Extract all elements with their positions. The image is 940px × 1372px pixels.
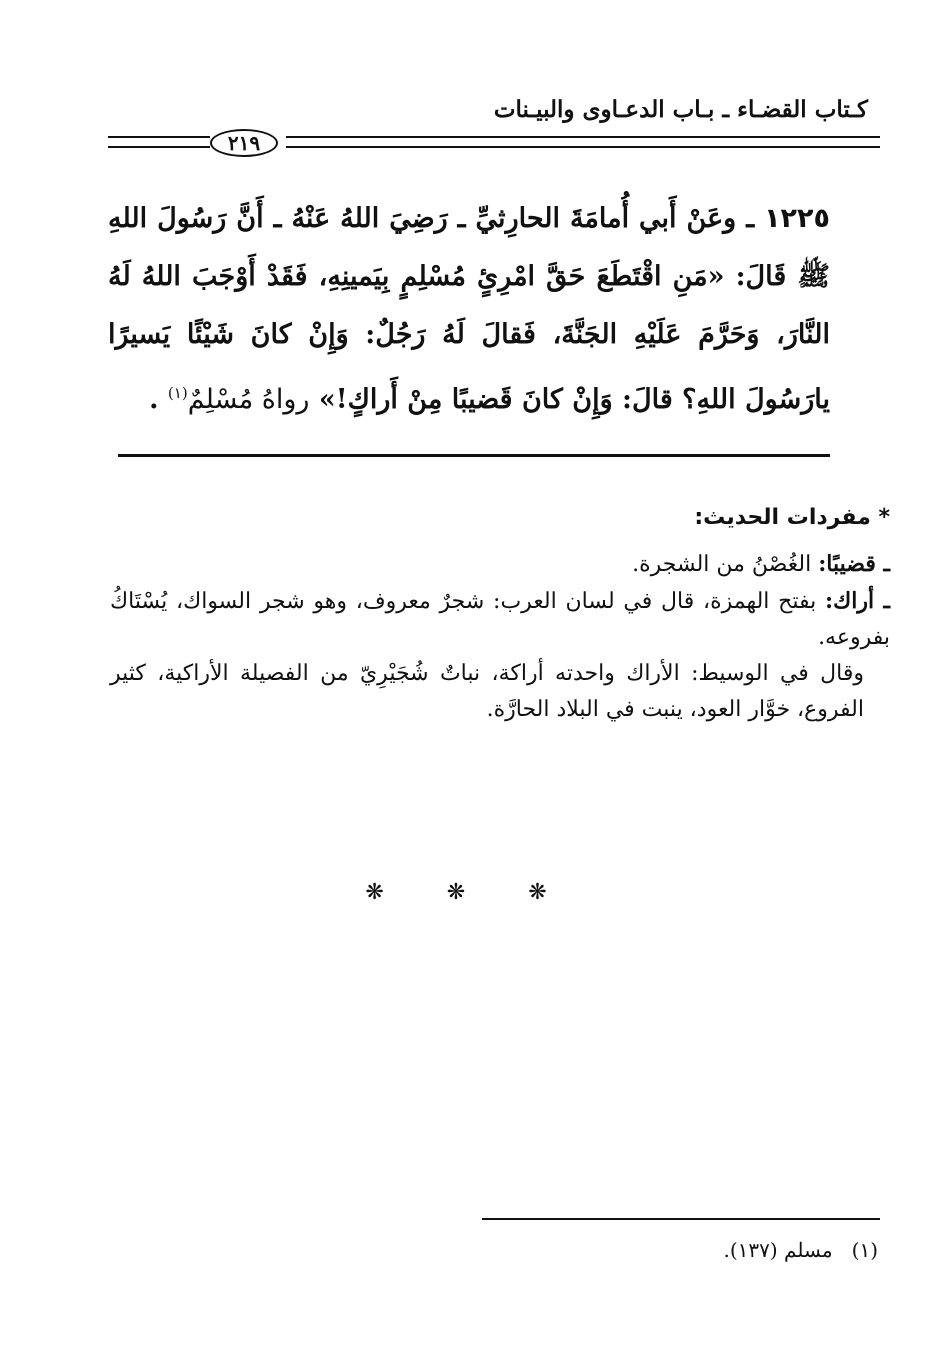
hadith-narrator: رواهُ مُسْلِمٌ (187, 384, 310, 415)
page-number (210, 129, 278, 157)
footnote (478, 1238, 878, 1262)
hadith-number: ١٢٢٥ (764, 203, 830, 234)
vocabulary-title: * مفردات الحديث: (694, 505, 890, 530)
vocab-term: ـ قضيبًا: (818, 551, 890, 577)
footnote-reference: (١) (167, 384, 188, 402)
footnote-mark: (١) (851, 1238, 878, 1262)
vocab-term: ـ أراك: (825, 588, 890, 614)
header-rule-left-top (108, 136, 210, 138)
header-rule-left-bottom (108, 146, 210, 148)
vocabulary-section (110, 500, 890, 728)
header-rule-right-top (286, 136, 880, 138)
hadith-number-dash: ـ (746, 203, 755, 234)
vocab-definition: بفتح الهمزة، قال في لسان العرب: شجرٌ معروف، وهو شجر السواك، يُسْتَاكُ بفروعه. (110, 589, 890, 650)
footnote-rule (482, 1218, 880, 1220)
vocab-item (110, 583, 890, 656)
header-rule-right-bottom (286, 146, 880, 148)
vocab-definition: وقال في الوسيط: الأراك واحدته أراكة، نباتٌ شُجَيْرِيّ من الفصيلة الأراكية، كثير الفروع، خوَّار العود، ينبت في البلاد الحارَّة. (110, 661, 864, 722)
hadith-end-mark: . (149, 384, 159, 415)
hadith-text-block (108, 190, 830, 429)
section-separator-stars: ❋ ❋ ❋ (365, 880, 575, 905)
vocab-item (110, 546, 890, 583)
separator-rule (118, 454, 830, 457)
page-number-text: ٢١٩ (227, 131, 261, 155)
footnote-text: مسلم (١٣٧). (723, 1238, 833, 1262)
hadith-body: وعَنْ أَبي أُمامَةَ الحارِثيِّ ـ رَضِيَ اللهُ عَنْهُ ـ أَنَّ رَسُولَ اللهِ ﷺ قَالَ: «مَنِ اقْتَطَعَ حَقَّ امْرِئٍ مُسْلِمٍ بِيَمينِهِ، فَقَدْ أَوْجَبَ اللهُ لَهُ النَّارَ، وَحَرَّمَ عَلَيْهِ الجَنَّةَ، فَقالَ لَهُ رَجُلٌ: وَإِنْ كانَ شَيْئًا يَسيرًا يارَسُولَ اللهِ؟ قالَ: وَإِنْ كانَ قَضيبًا مِنْ أَراكٍ!» (108, 203, 830, 415)
vocab-definition: الغُصْنُ من الشجرة. (632, 552, 812, 577)
running-title: كـتاب القضـاء ـ بـاب الدعـاوى والبيـنات (493, 96, 868, 123)
vocab-item (110, 656, 890, 728)
